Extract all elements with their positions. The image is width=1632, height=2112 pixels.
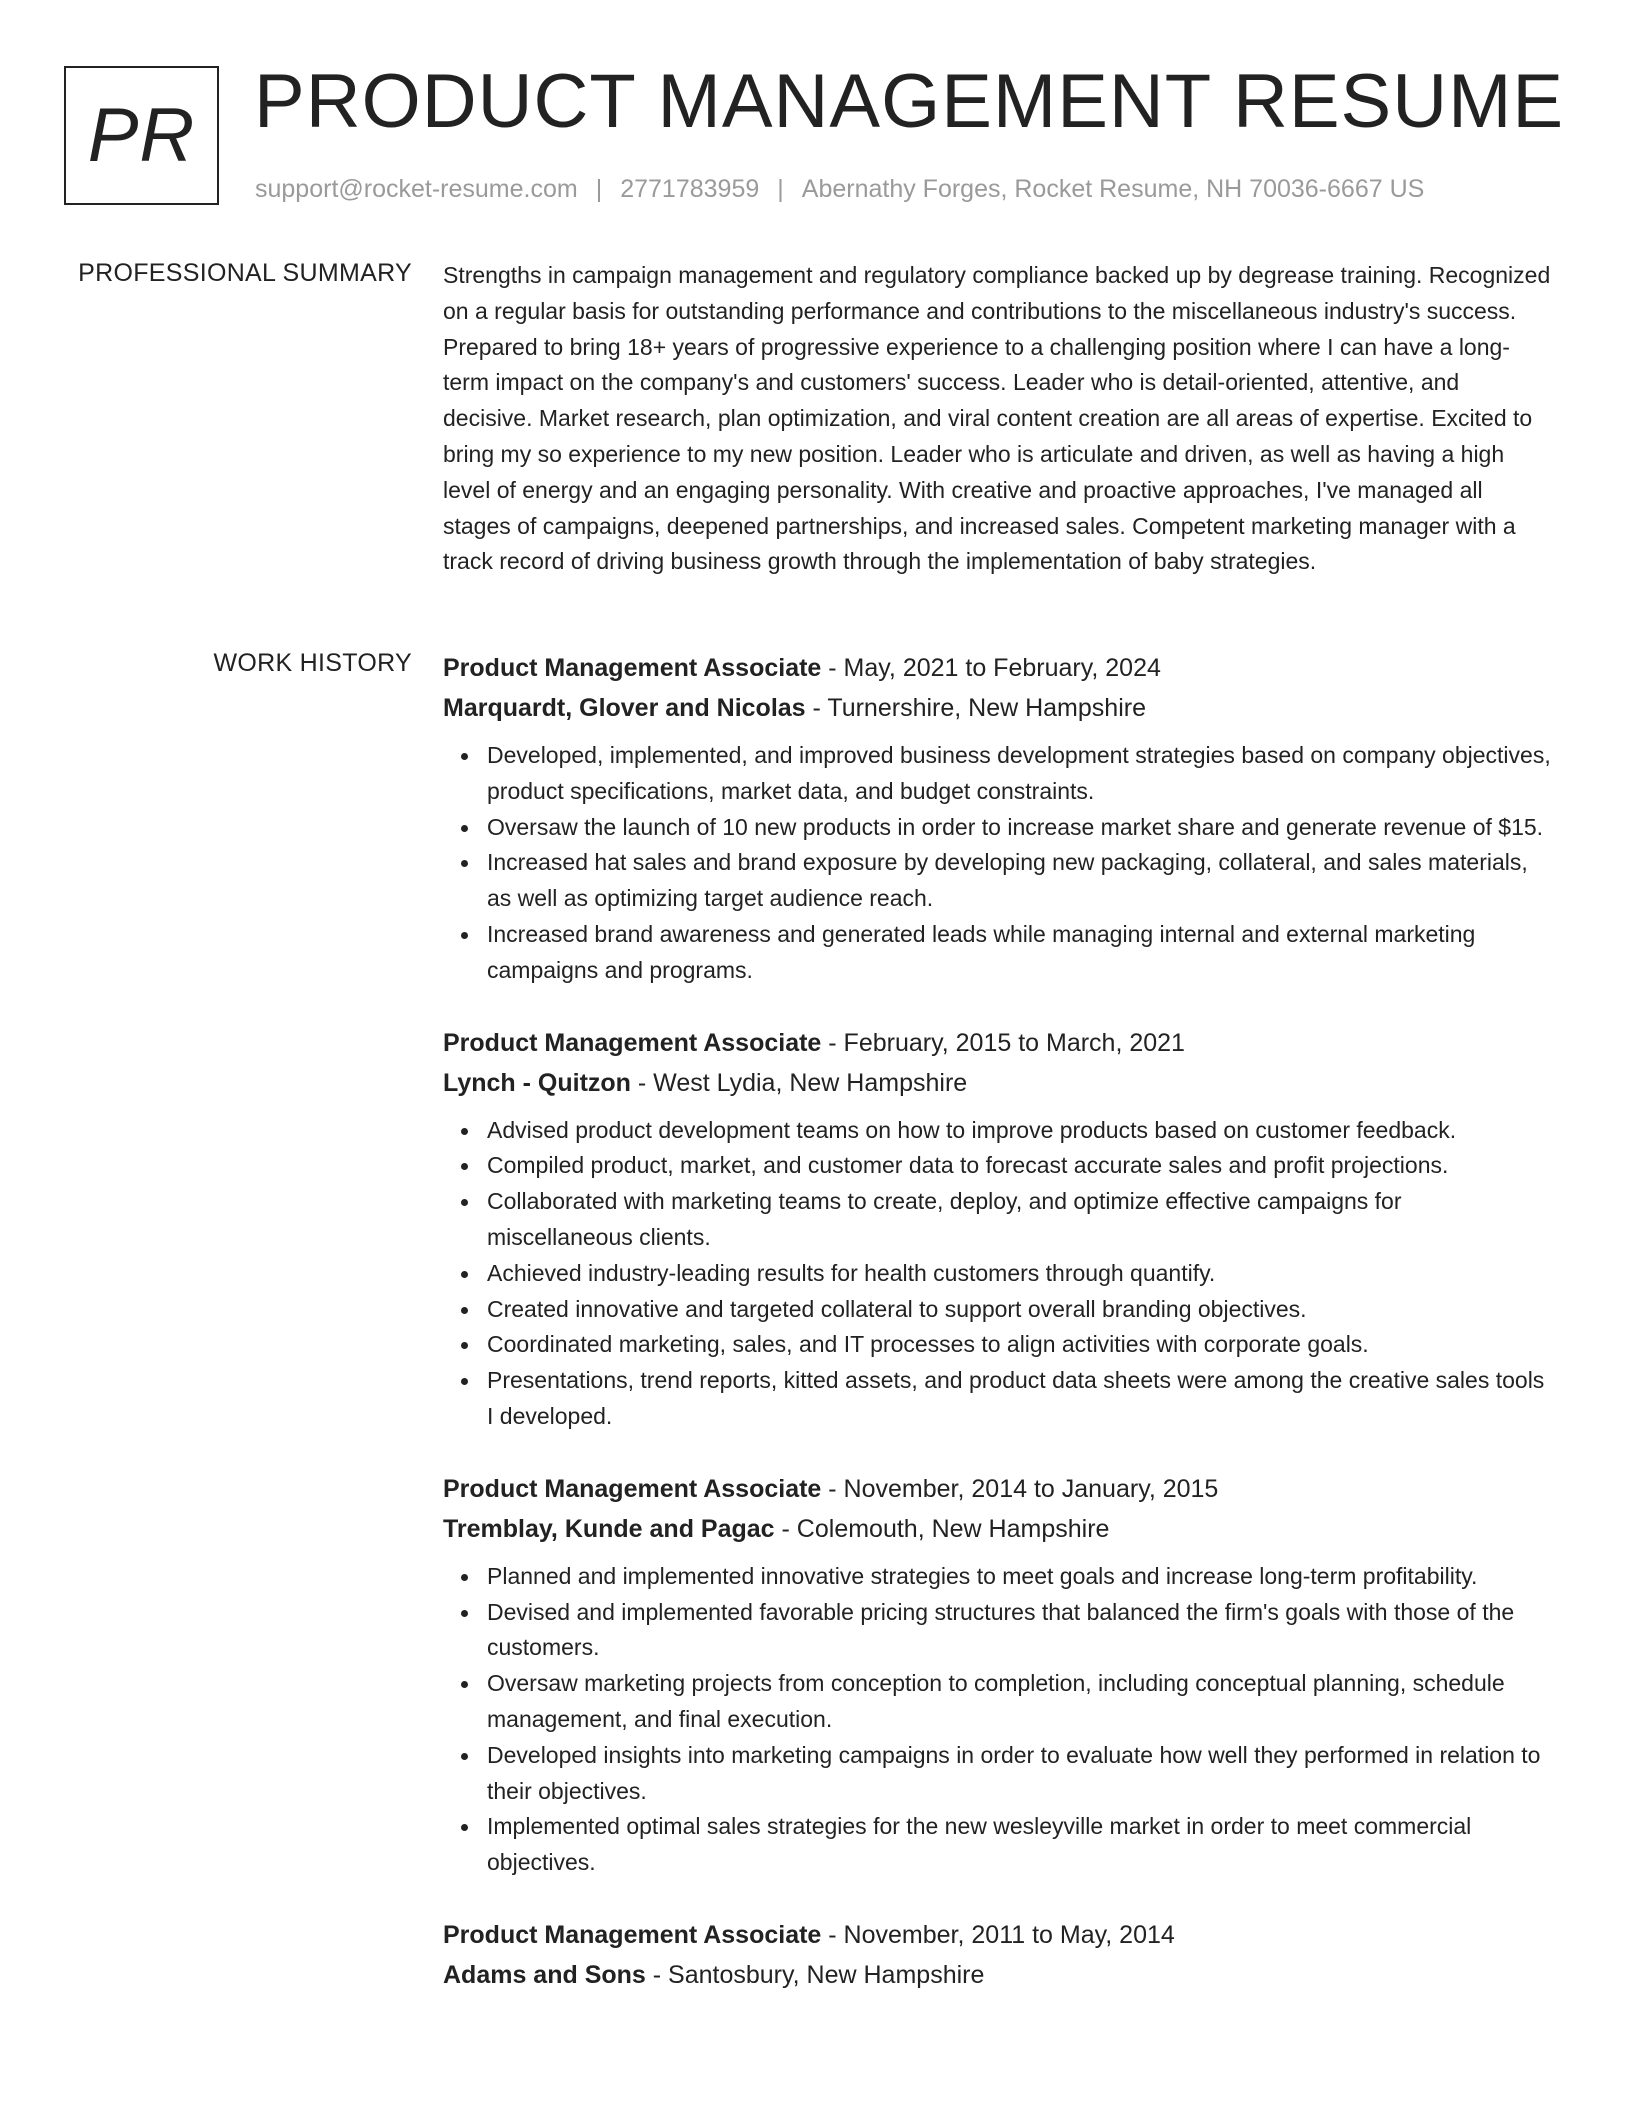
monogram-logo bbox=[64, 66, 219, 205]
job-entry bbox=[443, 648, 1553, 989]
job-bullet: Developed, implemented, and improved business development strategies based on company objectives, product specifications, market data, and budget constraints. bbox=[487, 738, 1553, 810]
job-company-line bbox=[443, 1955, 1553, 1995]
job-bullet-list bbox=[443, 1559, 1553, 1881]
job-dates: - February, 2015 to March, 2021 bbox=[821, 1028, 1185, 1057]
job-title-line bbox=[443, 648, 1553, 688]
job-bullet: Created innovative and targeted collateral to support overall branding objectives. bbox=[487, 1292, 1553, 1328]
job-dates: - May, 2021 to February, 2024 bbox=[821, 654, 1161, 682]
job-bullet: Increased hat sales and brand exposure by developing new packaging, collateral, and sales materials, as well as optimizing target audience reach. bbox=[487, 845, 1553, 917]
job-location: - West Lydia, New Hampshire bbox=[630, 1068, 968, 1097]
job-title: Product Management Associate bbox=[443, 654, 822, 682]
job-bullet: Devised and implemented favorable pricing structures that balanced the firm's goals with those of the customers. bbox=[487, 1595, 1553, 1667]
section-heading-summary: PROFESSIONAL SUMMARY bbox=[78, 259, 412, 287]
contact-separator: | bbox=[777, 175, 784, 203]
job-title-line bbox=[443, 1469, 1553, 1509]
job-title: Product Management Associate bbox=[443, 1920, 822, 1949]
summary-text: Strengths in campaign management and regulatory compliance backed up by degrease training. Recognized on a regular basis for outstanding performance and contributions to the miscellaneous industry's success. Prepared to bring 18+ years of progressive experience to a challenging position where I can have a long-term impact on the company's and customers' success. Leader who is detail-oriented, attentive, and decisive. Market research, plan optimization, and viral content creation are all areas of expertise. Excited to bring my so experience to my new position. Leader who is articulate and driven, as well as having a high level of energy and an engaging personality. With creative and proactive approaches, I've managed all stages of campaigns, deepened partnerships, and increased sales. Competent marketing manager with a track record of driving business growth through the implementation of baby strategies. bbox=[443, 262, 1551, 575]
job-entry bbox=[443, 1023, 1553, 1435]
summary-body bbox=[443, 258, 1553, 580]
job-entry bbox=[443, 1469, 1553, 1881]
job-location: - Santosbury, New Hampshire bbox=[645, 1960, 985, 1989]
job-list bbox=[443, 648, 1553, 2029]
job-bullet: Collaborated with marketing teams to create, deploy, and optimize effective campaigns for miscellaneous clients. bbox=[487, 1184, 1553, 1256]
job-location: - Turnershire, New Hampshire bbox=[805, 694, 1146, 722]
job-title: Product Management Associate bbox=[443, 1028, 822, 1057]
job-bullet: Presentations, trend reports, kitted assets, and product data sheets were among the creative sales tools I developed. bbox=[487, 1363, 1553, 1435]
job-bullet-list bbox=[443, 738, 1553, 989]
job-company: Adams and Sons bbox=[443, 1960, 646, 1989]
contact-separator: | bbox=[595, 175, 603, 203]
job-bullet: Compiled product, market, and customer data to forecast accurate sales and profit projections. bbox=[487, 1148, 1553, 1184]
contact-line bbox=[255, 174, 1424, 204]
contact-address: Abernathy Forges, Rocket Resume, NH 70036-6667 US bbox=[801, 175, 1425, 203]
job-company-line bbox=[443, 688, 1553, 728]
job-title-line bbox=[443, 1023, 1553, 1063]
job-company-line bbox=[443, 1509, 1553, 1549]
job-dates: - November, 2014 to January, 2015 bbox=[821, 1474, 1219, 1503]
job-location: - Colemouth, New Hampshire bbox=[774, 1514, 1110, 1543]
job-title-line bbox=[443, 1915, 1553, 1955]
page-title: PRODUCT MANAGEMENT RESUME bbox=[254, 59, 1565, 144]
job-bullet: Increased brand awareness and generated leads while managing internal and external marketing campaigns and programs. bbox=[487, 917, 1553, 989]
job-company-line bbox=[443, 1063, 1553, 1103]
job-company: Marquardt, Glover and Nicolas bbox=[443, 694, 806, 722]
job-dates: - November, 2011 to May, 2014 bbox=[821, 1920, 1175, 1949]
contact-email: support@rocket-resume.com bbox=[255, 175, 578, 203]
monogram-initials: PR bbox=[87, 92, 196, 178]
job-bullet: Coordinated marketing, sales, and IT processes to align activities with corporate goals. bbox=[487, 1327, 1553, 1363]
job-bullet-list bbox=[443, 1113, 1553, 1435]
job-bullet: Oversaw marketing projects from conception to completion, including conceptual planning, schedule management, and final execution. bbox=[487, 1666, 1553, 1738]
job-bullet: Oversaw the launch of 10 new products in order to increase market share and generate revenue of $15. bbox=[487, 810, 1553, 846]
job-bullet: Developed insights into marketing campaigns in order to evaluate how well they performed in relation to their objectives. bbox=[487, 1738, 1553, 1810]
job-bullet: Planned and implemented innovative strategies to meet goals and increase long-term profitability. bbox=[487, 1559, 1553, 1595]
job-bullet: Advised product development teams on how to improve products based on customer feedback. bbox=[487, 1113, 1553, 1149]
section-heading-work-history: WORK HISTORY bbox=[213, 649, 412, 677]
contact-phone: 2771783959 bbox=[620, 175, 760, 203]
job-entry bbox=[443, 1915, 1553, 1995]
job-company: Tremblay, Kunde and Pagac bbox=[443, 1514, 775, 1543]
job-bullet: Implemented optimal sales strategies for the new wesleyville market in order to meet commercial objectives. bbox=[487, 1809, 1553, 1881]
job-company: Lynch - Quitzon bbox=[443, 1068, 631, 1097]
job-bullet: Achieved industry-leading results for health customers through quantify. bbox=[487, 1256, 1553, 1292]
job-title: Product Management Associate bbox=[443, 1474, 822, 1503]
